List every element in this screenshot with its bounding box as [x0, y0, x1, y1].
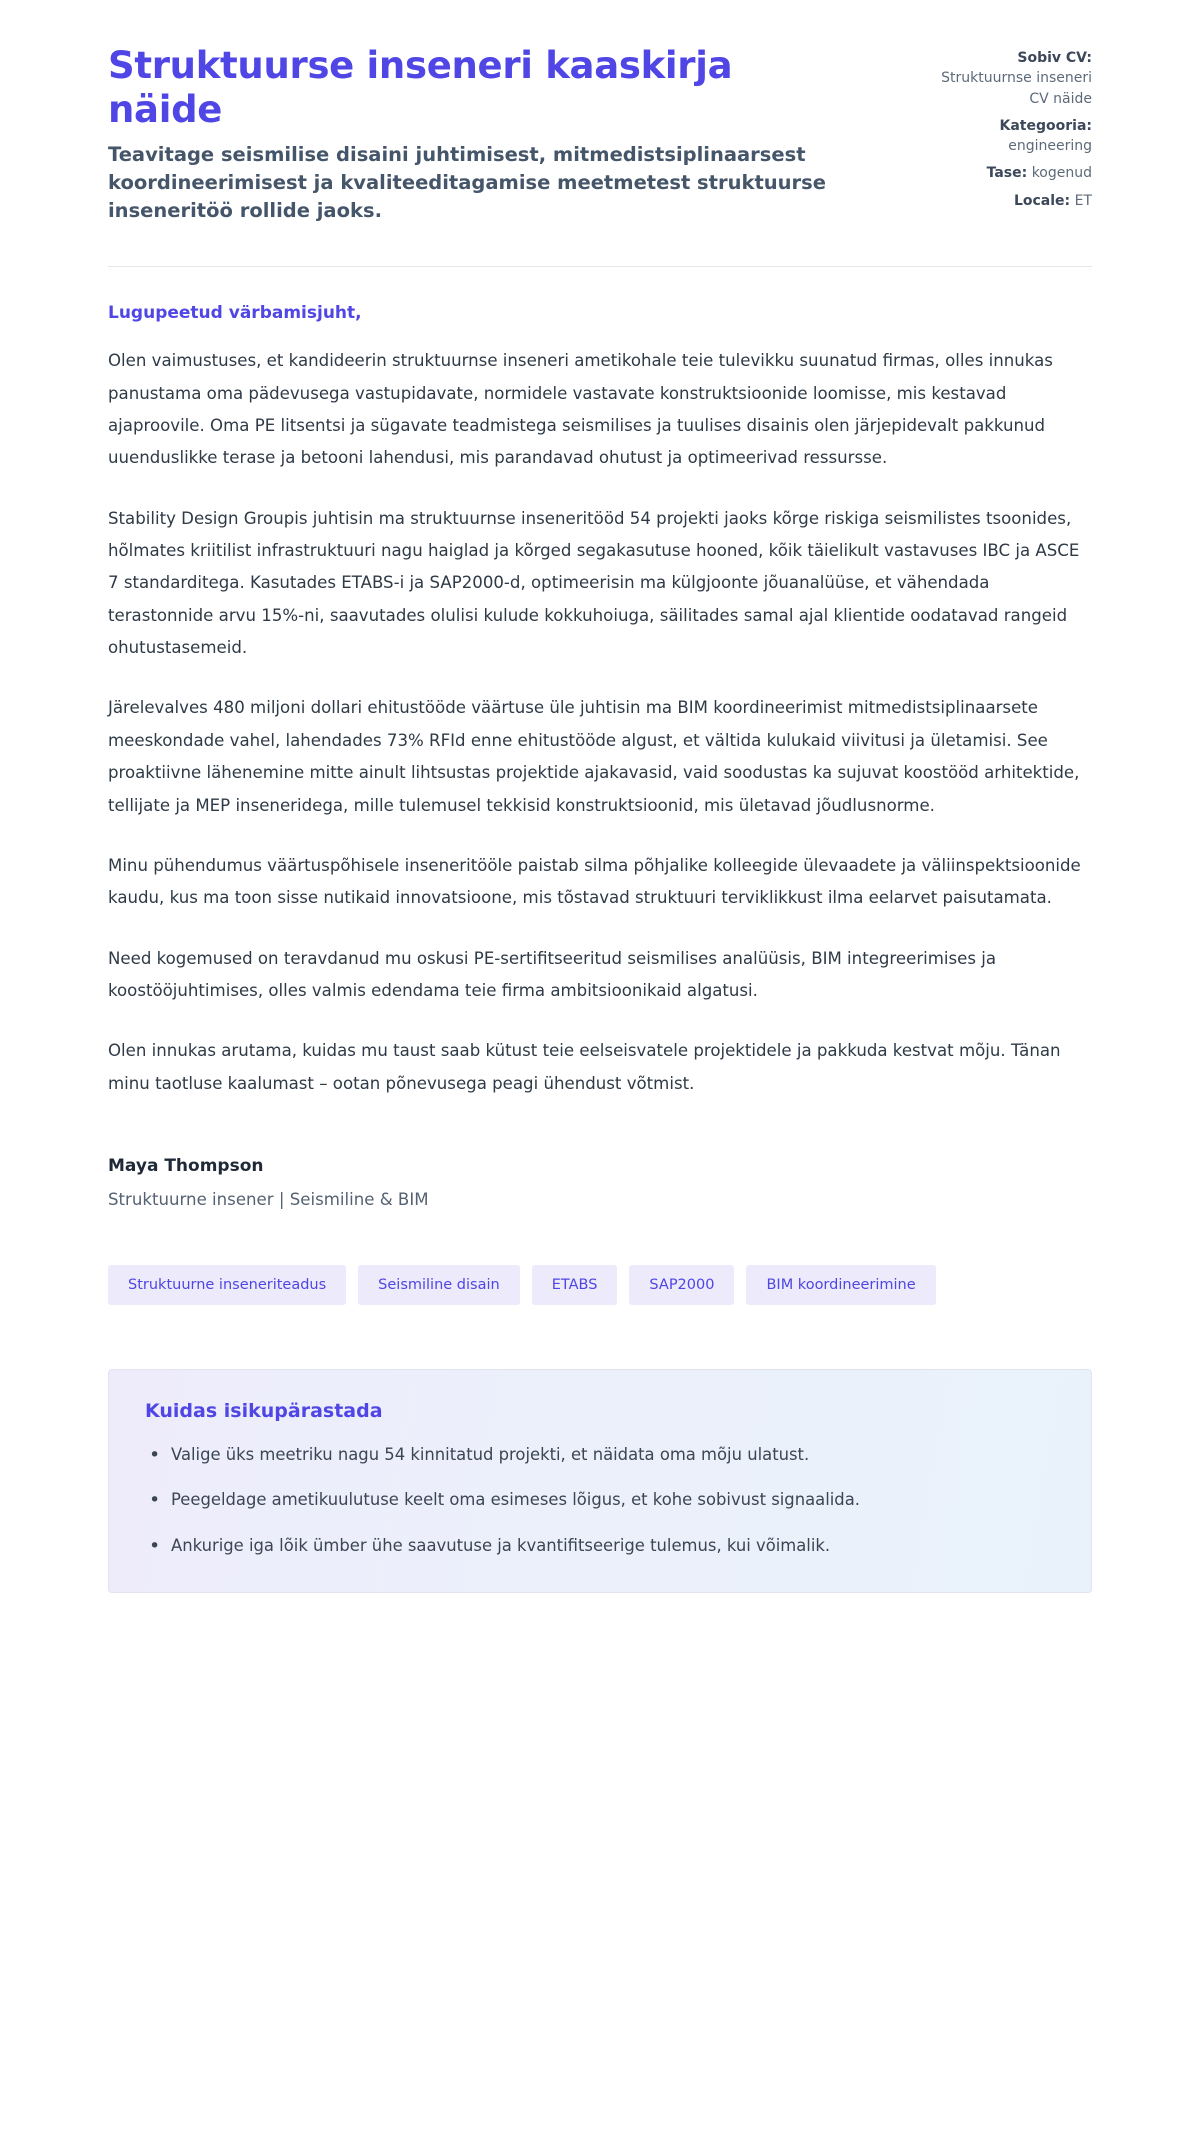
- metadata-locale-label: Locale:: [1013, 192, 1071, 209]
- cover-letter-body: [108, 267, 1092, 1593]
- metadata-locale-value: ET: [1074, 192, 1092, 209]
- skill-tag[interactable]: Seismiline disain: [358, 1265, 520, 1305]
- tips-list-item: • Peegeldage ametikuulutuse keelt oma esimeses lõigus, et kohe sobivust signaalida.: [171, 1487, 1055, 1512]
- metadata-locale: [922, 191, 1092, 211]
- tips-list: [145, 1442, 1055, 1558]
- tips-list-item: • Ankurige iga lõik ümber ühe saavutuse ja kvantifitseerige tulemus, kui võimalik.: [171, 1533, 1055, 1558]
- skill-tag-list: [108, 1265, 1092, 1305]
- header-text-block: [108, 44, 828, 224]
- skill-tag[interactable]: ETABS: [532, 1265, 618, 1305]
- letter-paragraph: Olen vaimustuses, et kandideerin struktuurnse inseneri ametikohale teie tulevikku suunatud firmas, olles innukas panustama oma pädevusega vastupidavate, normidele vastavate konstruktsioonide loomisse, mis kestavad ajaproovile. Oma PE litsentsi ja sügavate teadmistega seismilises ja tuulises disainis olen järjepidevalt pakkunud uuenduslikke terase ja betooni lahendusi, mis parandavad ohutust ja optimeerivad ressursse.: [108, 351, 1053, 468]
- metadata-category-value: engineering: [1008, 138, 1092, 155]
- skill-tag[interactable]: Struktuurne inseneriteadus: [108, 1265, 346, 1305]
- page-header: [108, 44, 1092, 224]
- metadata-matching-cv-value: Struktuurnse inseneri CV näide: [941, 70, 1092, 107]
- page-title: Struktuurse inseneri kaaskirja näide: [108, 44, 733, 131]
- metadata-matching-cv-label: Sobiv CV:: [1017, 50, 1092, 66]
- metadata-level-value: kogenud: [1031, 165, 1092, 182]
- letter-paragraph: Need kogemused on teravdanud mu oskusi PE-sertifitseeritud seismilises analüüsis, BIM integreerimises ja koostööjuhtimises, olles valmis edendama teie firma ambitsioonikaid algatusi.: [108, 948, 997, 1000]
- signature-block: [108, 1156, 1092, 1209]
- page-subtitle: Teavitage seismilise disaini juhtimisest, mitmedistsiplinaarsest koordineerimisest ja kvaliteeditagamise meetmetest struktuurse inseneritöö rollide jaoks.: [108, 143, 826, 222]
- signature-name: Maya Thompson: [108, 1155, 264, 1176]
- tips-title: Kuidas isikupärastada: [145, 1399, 383, 1422]
- letter-salutation: Lugupeetud värbamisjuht,: [108, 303, 362, 324]
- skill-tag[interactable]: SAP2000: [629, 1265, 734, 1305]
- metadata-matching-cv: [922, 48, 1092, 109]
- personalization-tips-callout: [108, 1369, 1092, 1593]
- tips-list-item: • Valige üks meetriku nagu 54 kinnitatud projekti, et näidata oma mõju ulatust.: [171, 1442, 1055, 1467]
- metadata-category: [922, 116, 1092, 157]
- signature-role: Struktuurne insener | Seismiline & BIM: [108, 1189, 429, 1209]
- letter-paragraph: Olen innukas arutama, kuidas mu taust saab kütust teie eelseisvatele projektidele ja pakkuda kestvat mõju. Tänan minu taotluse kaalumast – ootan põnevusega peagi ühendust võtmist.: [108, 1041, 1061, 1093]
- letter-paragraph: Minu pühendumus väärtuspõhisele inseneritööle paistab silma põhjalike kolleegide ülevaadete ja väliinspektsioonide kaudu, kus ma toon sisse nutikaid innovatsioone, mis tõstavad struktuuri terviklikkust ilma eelarvet paisutamata.: [108, 855, 1081, 908]
- letter-paragraph: Stability Design Groupis juhtisin ma struktuurnse inseneritööd 54 projekti jaoks kõrge riskiga seismilistes tsoonides, hõlmates kriitilist infrastruktuuri nagu haiglad ja kõrged segakasutuse hooned, kõik täielikult vastavuses IBC ja ASCE 7 standarditega. Kasutades ETABS-i ja SAP2000-d, optimeerisin ma külgjoonte jõuanalüüse, et vähendada terastonnide arvu 15%-ni, saavutades olulisi kulude kokkuhoiuga, säilitades samal ajal klientide oodatavad rangeid ohutustasemeid.: [108, 508, 1080, 658]
- metadata-level-label: Tase:: [986, 165, 1028, 182]
- document-metadata: [922, 44, 1092, 211]
- metadata-category-label: Kategooria:: [999, 117, 1092, 134]
- skill-tag[interactable]: BIM koordineerimine: [746, 1265, 935, 1305]
- metadata-level: [922, 163, 1092, 183]
- letter-paragraph: Järelevalves 480 miljoni dollari ehitustööde väärtuse üle juhtisin ma BIM koordineerimist mitmedistsiplinaarsete meeskondade vahel, lahendades 73% RFId enne ehitustööde algust, et vältida kulukaid viivitusi ja ületamisi. See proaktiivne lähenemine mitte ainult lihtsustas projektide ajakavasid, vaid soodustas ka sujuvat koostööd arhitektide, tellijate ja MEP inseneridega, mille tulemusel tekkisid konstruktsioonid, mis ületavad jõudlusnorme.: [108, 698, 1080, 815]
